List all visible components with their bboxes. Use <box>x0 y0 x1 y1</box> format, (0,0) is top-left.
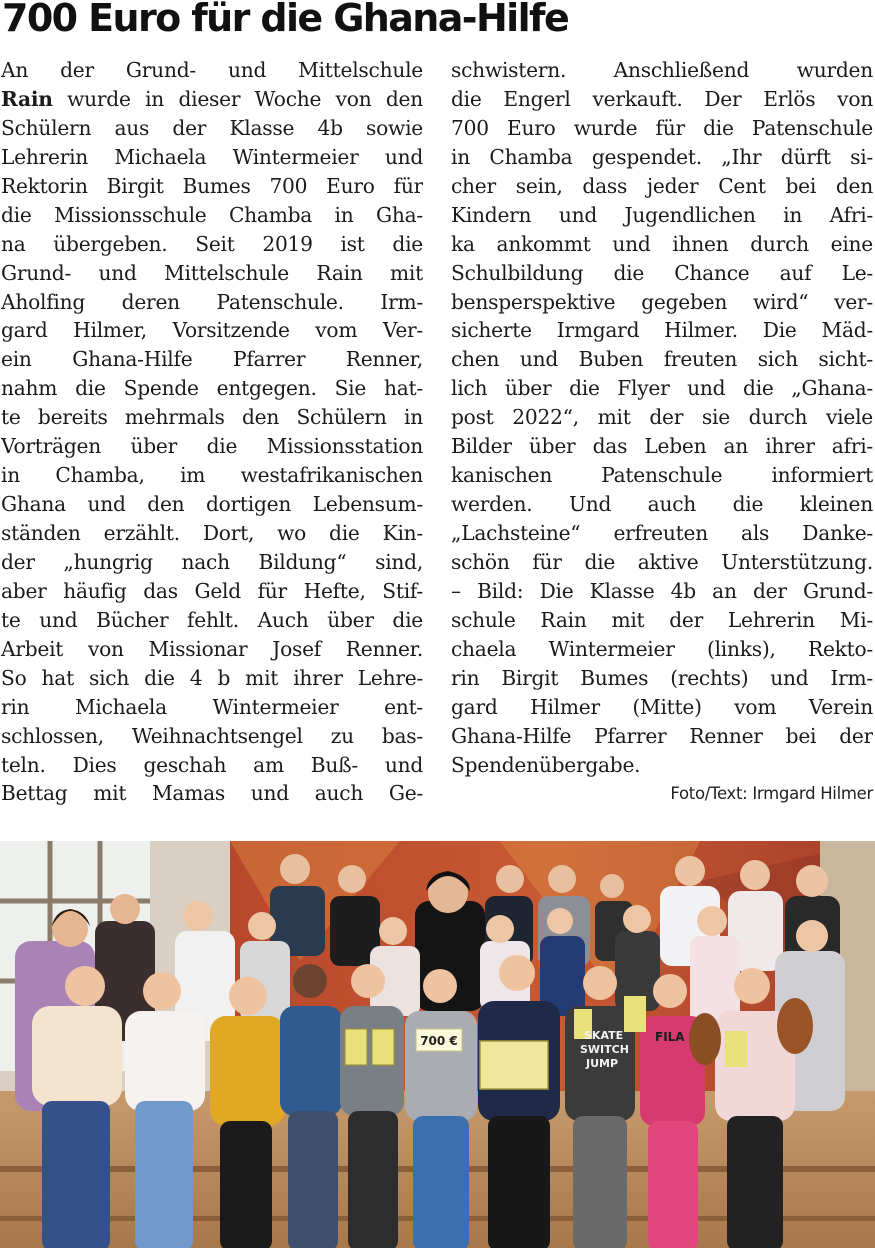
text-line: bensperspektive gegeben wird“ ver- <box>451 289 873 314</box>
text-line: 700 Euro wurde für die Patenschule <box>451 115 873 140</box>
text-line: in Chamba, im westafrikanischen <box>1 463 423 488</box>
text-line: Ghana-Hilfe Pfarrer Renner bei der <box>451 723 873 748</box>
text-line: nahm die Spende entgegen. Sie hat- <box>1 376 423 401</box>
shirt-text: SKATE <box>584 1029 624 1042</box>
text-line: kanischen Patenschule informiert <box>451 463 873 488</box>
text-line: Kindern und Jugendlichen in Afri- <box>451 202 873 227</box>
text-line: schlossen, Weihnachtsengel zu bas- <box>1 723 423 748</box>
text-line: cher sein, dass jeder Cent bei den <box>451 173 873 198</box>
shirt-text: JUMP <box>586 1057 619 1070</box>
text-line: sicherte Irmgard Hilmer. Die Mäd- <box>451 318 873 343</box>
text-line: aber häufig das Geld für Hefte, Stif- <box>1 578 423 603</box>
text-line: Ghana und den dortigen Lebensum- <box>1 492 423 517</box>
text-line: gard Hilmer, Vorsitzende vom Ver- <box>1 318 423 343</box>
photo-credit: Foto/Text: Irmgard Hilmer <box>670 784 873 803</box>
text-line: chaela Wintermeier (links), Rekto- <box>451 636 873 661</box>
plush-toy <box>689 1013 721 1065</box>
text-line: schwistern. Anschließend wurden <box>451 58 873 82</box>
text-line: gard Hilmer (Mitte) vom Verein <box>451 694 873 719</box>
text-line: ständen erzählt. Dort, wo die Kin- <box>1 521 423 545</box>
text-line: Vorträgen über die Missionsstation <box>1 434 423 459</box>
text-line: die Engerl verkauft. Der Erlös von <box>451 86 873 111</box>
text-line: ein Ghana-Hilfe Pfarrer Renner, <box>1 347 423 372</box>
text-line: der „hungrig nach Bildung“ sind, <box>1 549 423 574</box>
text-line: na übergeben. Seit 2019 ist die <box>1 231 423 256</box>
text-line: Rain wurde in dieser Woche von den <box>1 86 423 111</box>
group-photo-illustration <box>0 841 875 1248</box>
text-line: An der Grund- und Mittelschule <box>1 58 423 82</box>
text-line: Schülern aus der Klasse 4b sowie <box>1 115 423 140</box>
text-line: Arbeit von Missionar Josef Renner. <box>1 636 423 661</box>
text-line: Bilder über das Leben an ihrer afri- <box>451 434 873 459</box>
text-line: rin Birgit Bumes (rechts) und Irm- <box>451 665 873 690</box>
text-line: Lehrerin Michaela Wintermeier und <box>1 144 423 169</box>
text-line: Schulbildung die Chance auf Le- <box>451 260 873 285</box>
text-line: Spendenübergabe. <box>451 752 641 777</box>
text-line: chen und Buben freuten sich sicht- <box>451 347 873 372</box>
text-line: die Missionsschule Chamba in Gha- <box>1 202 423 227</box>
text-line: So hat sich die 4 b mit ihrer Lehre- <box>1 665 423 690</box>
text-line: „Lachsteine“ erfreuten als Danke- <box>451 521 873 545</box>
plush-toy <box>777 998 813 1054</box>
text-line: in Chamba gespendet. „Ihr dürft si- <box>451 144 873 169</box>
text-line: teln. Dies geschah am Buß- und <box>1 752 423 777</box>
text-line: rin Michaela Wintermeier ent- <box>1 694 423 719</box>
article-column-right <box>451 56 873 779</box>
text-line: te und Bücher fehlt. Auch über die <box>1 607 423 632</box>
text-line: Bettag mit Mamas und auch Ge- <box>1 781 423 806</box>
place-name-bold: Rain <box>1 86 53 111</box>
text-line: – Bild: Die Klasse 4b an der Grund- <box>451 578 873 603</box>
text-line: Grund- und Mittelschule Rain mit <box>1 260 423 285</box>
shirt-text: SWITCH <box>580 1043 629 1056</box>
article-headline: 700 Euro für die Ghana-Hilfe <box>2 0 569 40</box>
text-line: ka ankommt und ihnen durch eine <box>451 231 873 256</box>
donation-sign-text: 700 € <box>420 1034 458 1048</box>
text-line: lich über die Flyer und die „Ghana- <box>451 376 873 401</box>
text-line: werden. Und auch die kleinen <box>451 492 873 517</box>
text-line: Rektorin Birgit Bumes 700 Euro für <box>1 173 423 198</box>
text-line: schule Rain mit der Lehrerin Mi- <box>451 607 873 632</box>
article-column-left <box>1 56 423 808</box>
group-photo <box>0 841 875 1248</box>
shirt-text: FILA <box>655 1030 685 1044</box>
text-line: schön für die aktive Unterstützung. <box>451 549 873 574</box>
text-line: post 2022“, mit der sie durch viele <box>451 405 873 430</box>
text-line: Aholfing deren Patenschule. Irm- <box>1 289 423 314</box>
text-line: te bereits mehrmals den Schülern in <box>1 405 423 430</box>
flyer-board <box>480 1041 548 1089</box>
